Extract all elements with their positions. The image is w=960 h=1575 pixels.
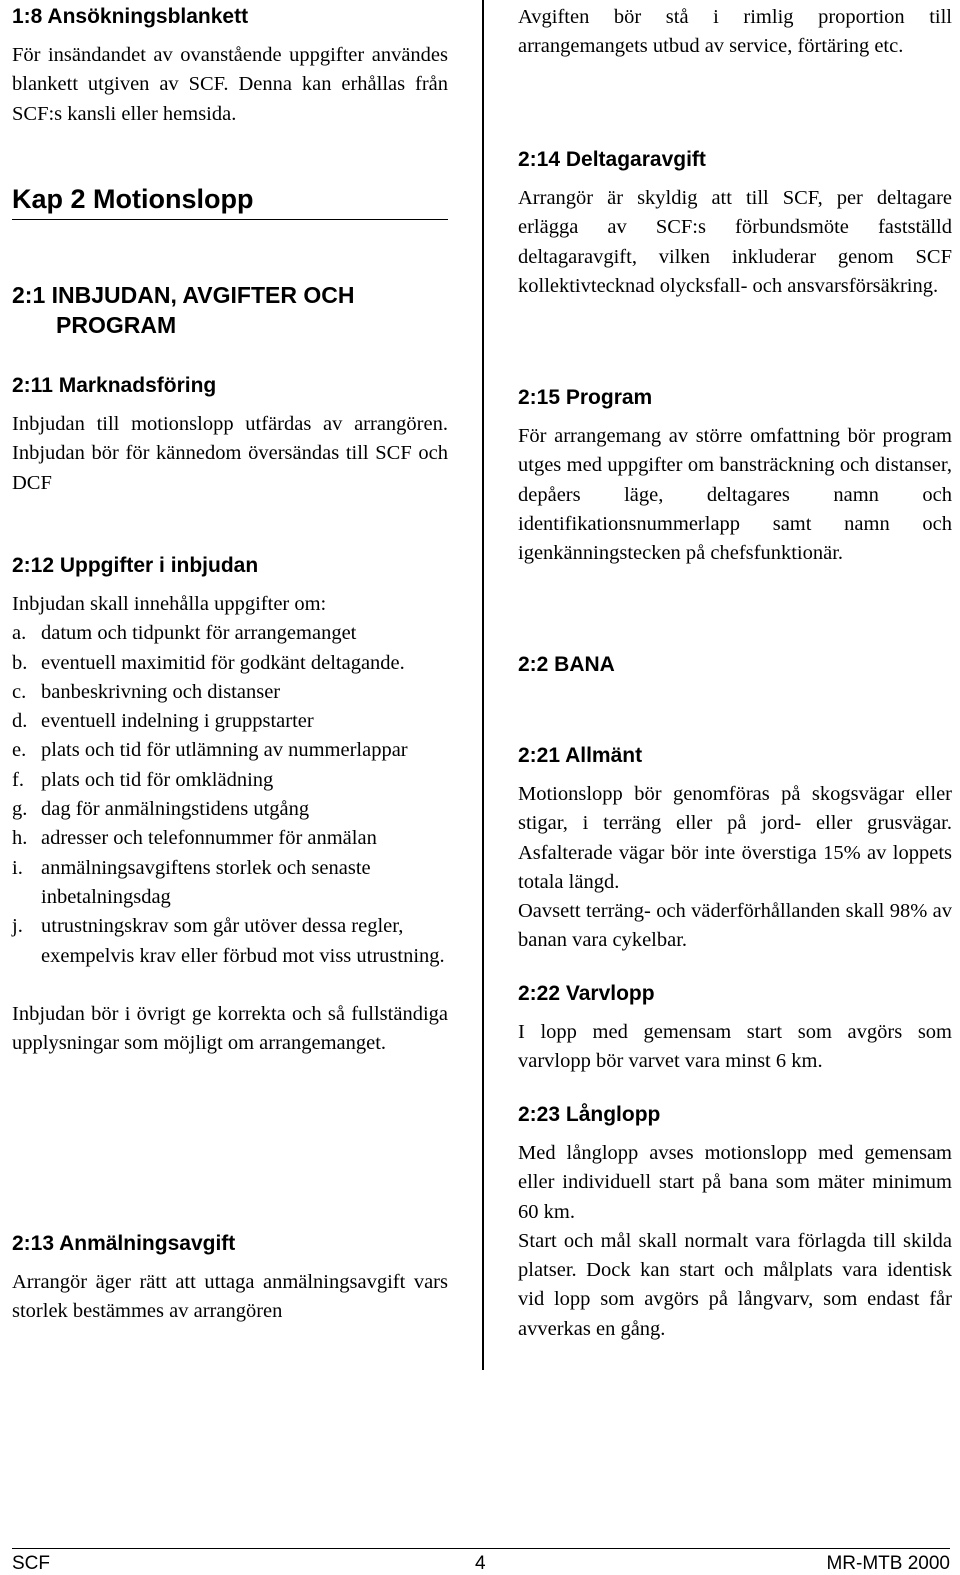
list-item [12,912,448,971]
section-closing-text: Inbjudan bör i övrigt ge korrekta och så fullständiga upplysningar som möjligt om arrangemanget. [12,1002,448,1055]
section-text: I lopp med gemensam start som avgörs som varvlopp bör varvet vara minst 6 km. [518,1021,952,1073]
chapter-heading-block [12,181,448,220]
section-heading: 2:23 Långlopp [518,1103,661,1126]
list-item [12,707,448,736]
section-heading: 2:15 Program [518,386,653,409]
section-intro: Inbjudan skall innehålla uppgifter om: [12,593,327,615]
list-item [12,795,448,824]
list-item-text: plats och tid för omklädning [41,768,274,791]
page-number: 4 [475,1553,486,1574]
section-heading: 2:22 Varvlopp [518,982,655,1005]
section-heading [12,280,448,340]
section-2-12 [12,551,448,1058]
section-2-21 [518,741,952,956]
section-text: Med långlopp avses motionslopp med gemensam eller individuell start på bana som mäter minimum 60 km. [518,1142,952,1223]
section-2-13 [12,1229,448,1327]
list-item-marker: f. [12,768,24,791]
section-1-8 [12,2,448,129]
list-item-text: dag för anmälningstidens utgång [41,798,310,821]
list-item [12,824,448,853]
list-item-marker: j. [12,915,23,938]
section-text: Avgiften bör stå i rimlig proportion till arrangemangets utbud av service, förtäring etc. [518,6,952,58]
heading-line-2: PROGRAM [56,312,177,338]
requirements-list [12,619,448,971]
section-2-1 [12,280,448,340]
footer-organization: SCF [12,1553,50,1574]
section-heading: 2:2 BANA [518,653,615,676]
section-text: Inbjudan till motionslopp utfärdas av arrangören. Inbjudan bör för kännedom översändas till SCF och DCF [12,413,448,494]
list-item-marker: i. [12,856,23,879]
list-item-text: utrustningskrav som går utöver dessa regler, exempelvis krav eller förbud mot viss utrustning. [41,915,445,967]
list-item-text: eventuell indelning i gruppstarter [41,710,314,733]
section-text: För arrangemang av större omfattning bör program utges med uppgifter om bansträckning och distanser, depåers läge, deltagares namn och identifikationsnummerlapp samt namn och igenkänningstecken på chefsfunktionär. [518,425,952,565]
section-text: För insändandet av ovanstående uppgifter användes blankett utgiven av SCF. Denna kan erhållas från SCF:s kansli eller hemsida. [12,44,448,125]
section-2-22 [518,979,952,1077]
list-item [12,766,448,795]
page-footer [12,1548,950,1573]
list-item-text: plats och tid för utlämning av nummerlappar [41,739,408,762]
section-text: Arrangör äger rätt att uttaga anmälningsavgift vars storlek bestämmes av arrangören [12,1271,448,1323]
list-item [12,736,448,765]
list-item-text: anmälningsavgiftens storlek och senaste inbetalningsdag [41,856,371,908]
list-item-marker: g. [12,798,28,821]
section-heading: 1:8 Ansökningsblankett [12,5,249,28]
section-heading: 2:12 Uppgifter i inbjudan [12,554,259,577]
section-2-11 [12,371,448,498]
section-heading: 2:13 Anmälningsavgift [12,1232,236,1255]
section-text: Arrangör är skyldig att till SCF, per deltagare erlägga av SCF:s förbundsmöte fastställd deltagaravgift, vilken inkluderar genom SCF kollektivtecknad olycksfall- och ansvarsförsäkring. [518,187,952,297]
section-2-13-continued [518,3,952,62]
list-item [12,854,448,913]
section-heading: 2:21 Allmänt [518,744,643,767]
list-item [12,649,448,678]
list-item-marker: b. [12,651,28,674]
footer-document-id: MR-MTB 2000 [826,1553,950,1574]
section-text: Motionslopp bör genomföras på skogsvägar eller stigar, i terräng eller på jord- eller grusvägar. Asfalterade vägar bör inte överstiga 15% av loppets totala längd. [518,783,952,893]
column-divider [482,0,484,1370]
list-item-marker: c. [12,680,27,703]
list-item-marker: d. [12,710,28,733]
chapter-heading: Kap 2 Motionslopp [12,181,448,220]
section-2-23 [518,1100,952,1344]
list-item [12,678,448,707]
section-2-14 [518,145,952,301]
list-item-text: datum och tidpunkt för arrangemanget [41,622,357,645]
heading-line-1: 2:1 INBJUDAN, AVGIFTER OCH [12,282,355,308]
section-heading: 2:11 Marknadsföring [12,374,217,397]
list-item-marker: h. [12,827,28,850]
section-heading: 2:14 Deltagaravgift [518,148,706,171]
list-item-marker: a. [12,622,27,645]
section-2-15 [518,383,952,568]
section-text: Start och mål skall normalt vara förlagda till skilda platser. Dock kan start och målplats vara identisk vid lopp som avgörs på långvarv, som endast får avverkas en gång. [518,1229,952,1340]
list-item [12,619,448,648]
section-text: Oavsett terräng- och väderförhållanden skall 98% av banan vara cykelbar. [518,900,952,952]
list-item-text: adresser och telefonnummer för anmälan [41,827,377,850]
section-2-2 [518,650,952,680]
list-item-text: banbeskrivning och distanser [41,680,281,703]
list-item-marker: e. [12,739,27,762]
list-item-text: eventuell maximitid för godkänt deltagande. [41,651,405,674]
